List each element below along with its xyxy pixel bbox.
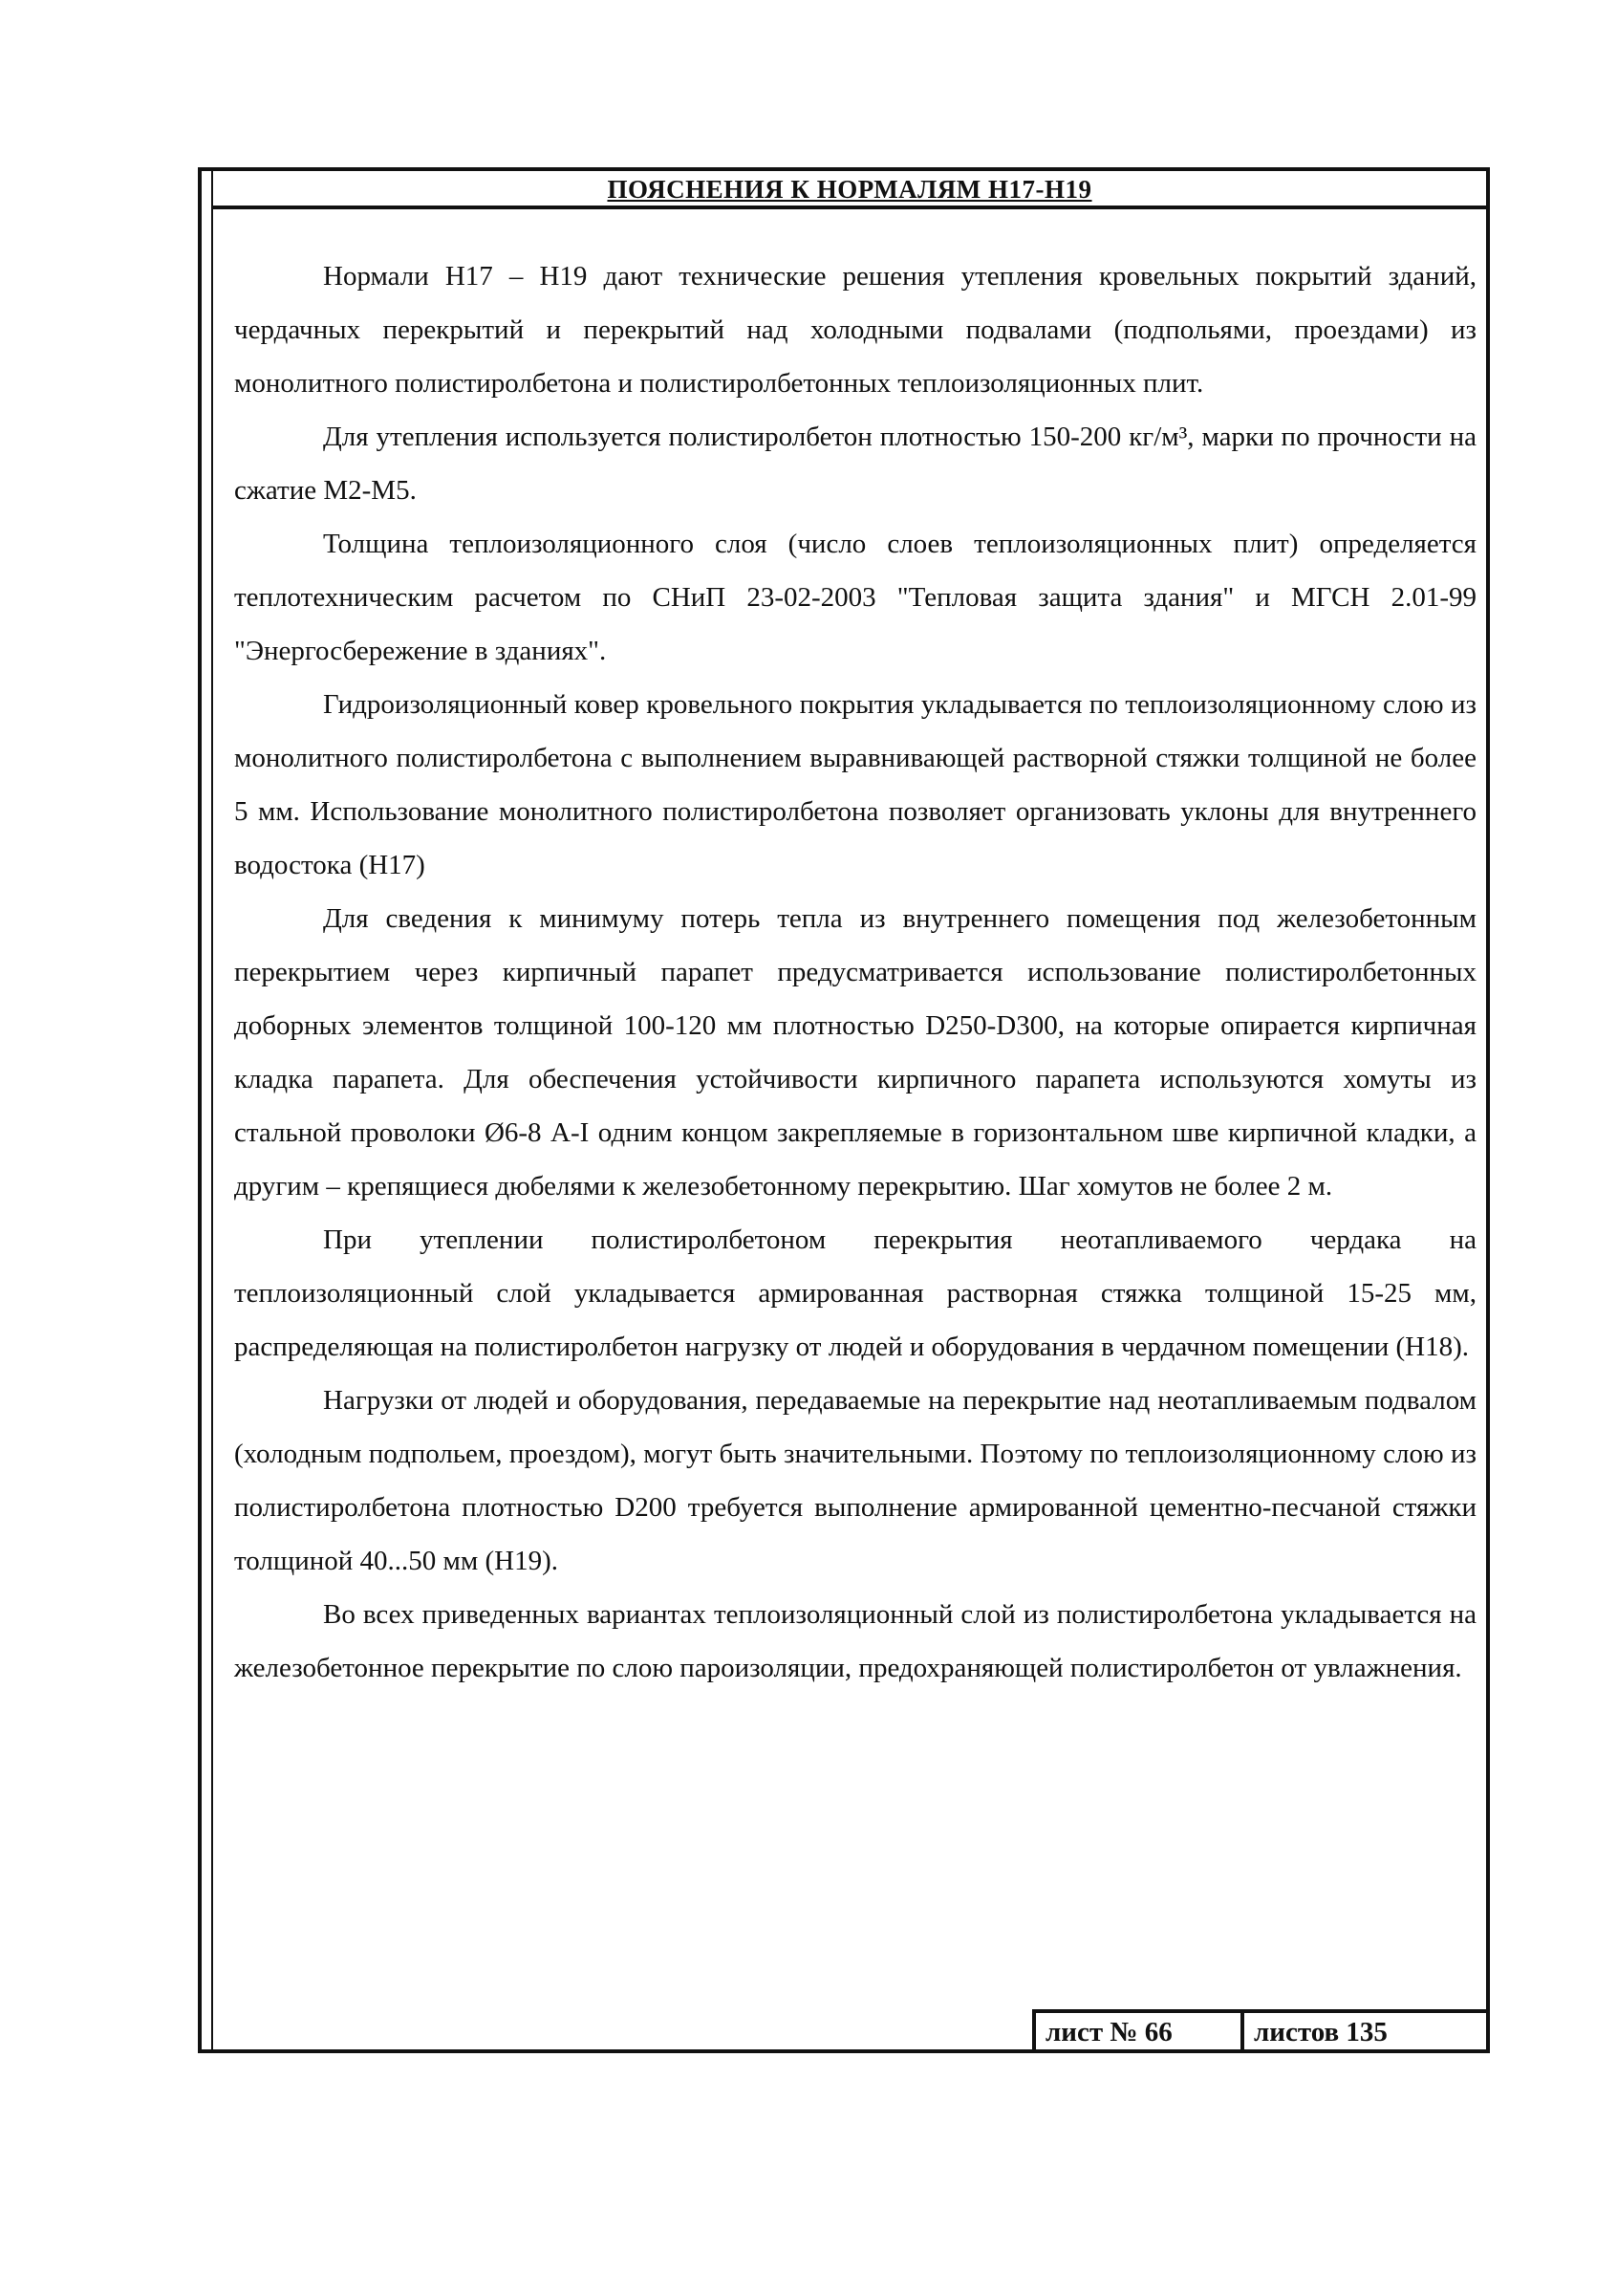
body-text: [234, 249, 1477, 1695]
sheet-number: лист № 66: [1032, 2013, 1233, 2053]
title-block: [1032, 2009, 1490, 2057]
page-title: ПОЯСНЕНИЯ К НОРМАЛЯМ Н17-Н19: [607, 175, 1092, 204]
header-rule: [213, 206, 1486, 207]
paragraph: Нагрузки от людей и оборудования, передаваемые на перекрытие над неотапливаемым подвалом (холодным подпольем, проездом), могут быть значительными. Поэтому по теплоизоляционному слою из полистиролбетона плотностью D200 требуется выполнение армированной цементно-песчаной стяжки толщиной 40...50 мм (Н19).: [234, 1385, 1477, 1576]
paragraph: При утеплении полистиролбетоном перекрытия неотапливаемого чердака на теплоизоляционный слой укладывается армированная растворная стяжка толщиной 15-25 мм, распределяющая на полистиролбетон нагрузку от людей и оборудования в чердачном помещении (Н18).: [234, 1224, 1477, 1362]
page-frame: [198, 167, 1490, 2053]
header-bar: [213, 171, 1486, 209]
paragraph: Для утепления используется полистиролбетон плотностью 150-200 кг/м³, марки по прочности на сжатие М2-М5.: [234, 422, 1477, 506]
sheet-total: листов 135: [1240, 2013, 1490, 2053]
paragraph: Во всех приведенных вариантах теплоизоляционный слой из полистиролбетона укладывается на железобетонное перекрытие по слою пароизоляции, предохраняющей полистиролбетон от увлажнения.: [234, 1599, 1477, 1683]
paragraph: Нормали Н17 – Н19 дают технические решения утепления кровельных покрытий зданий, чердачных перекрытий и перекрытий над холодными подвалами (подпольями, проездами) из монолитного полистиролбетона и полистиролбетонных теплоизоляционных плит.: [234, 261, 1477, 399]
page-inner-frame: [211, 171, 1486, 2053]
paragraph: Гидроизоляционный ковер кровельного покрытия укладывается по теплоизоляционному слою из монолитного полистиролбетона с выполнением выравнивающей растворной стяжки толщиной не более 5 мм. Использование монолитного полистиролбетона позволяет организовать уклоны для внутреннего водостока (Н17): [234, 689, 1477, 880]
paragraph: Для сведения к минимуму потерь тепла из внутреннего помещения под железобетонным перекрытием через кирпичный парапет предусматривается использование полистиролбетонных доборных элементов толщиной 100-120 мм плотностью D250-D300, на которые опирается кирпичная кладка парапета. Для обеспечения устойчивости кирпичного парапета используются хомуты из стальной проволоки Ø6-8 А-I одним концом закрепляемые в горизонтальном шве кирпичной кладки, а другим – крепящиеся дюбелями к железобетонному перекрытию. Шаг хомутов не более 2 м.: [234, 903, 1477, 1202]
paragraph: Толщина теплоизоляционного слоя (число слоев теплоизоляционных плит) определяется теплотехническим расчетом по СНиП 23-02-2003 "Тепловая защита здания" и МГСН 2.01-99 "Энергосбережение в зданиях".: [234, 529, 1477, 666]
